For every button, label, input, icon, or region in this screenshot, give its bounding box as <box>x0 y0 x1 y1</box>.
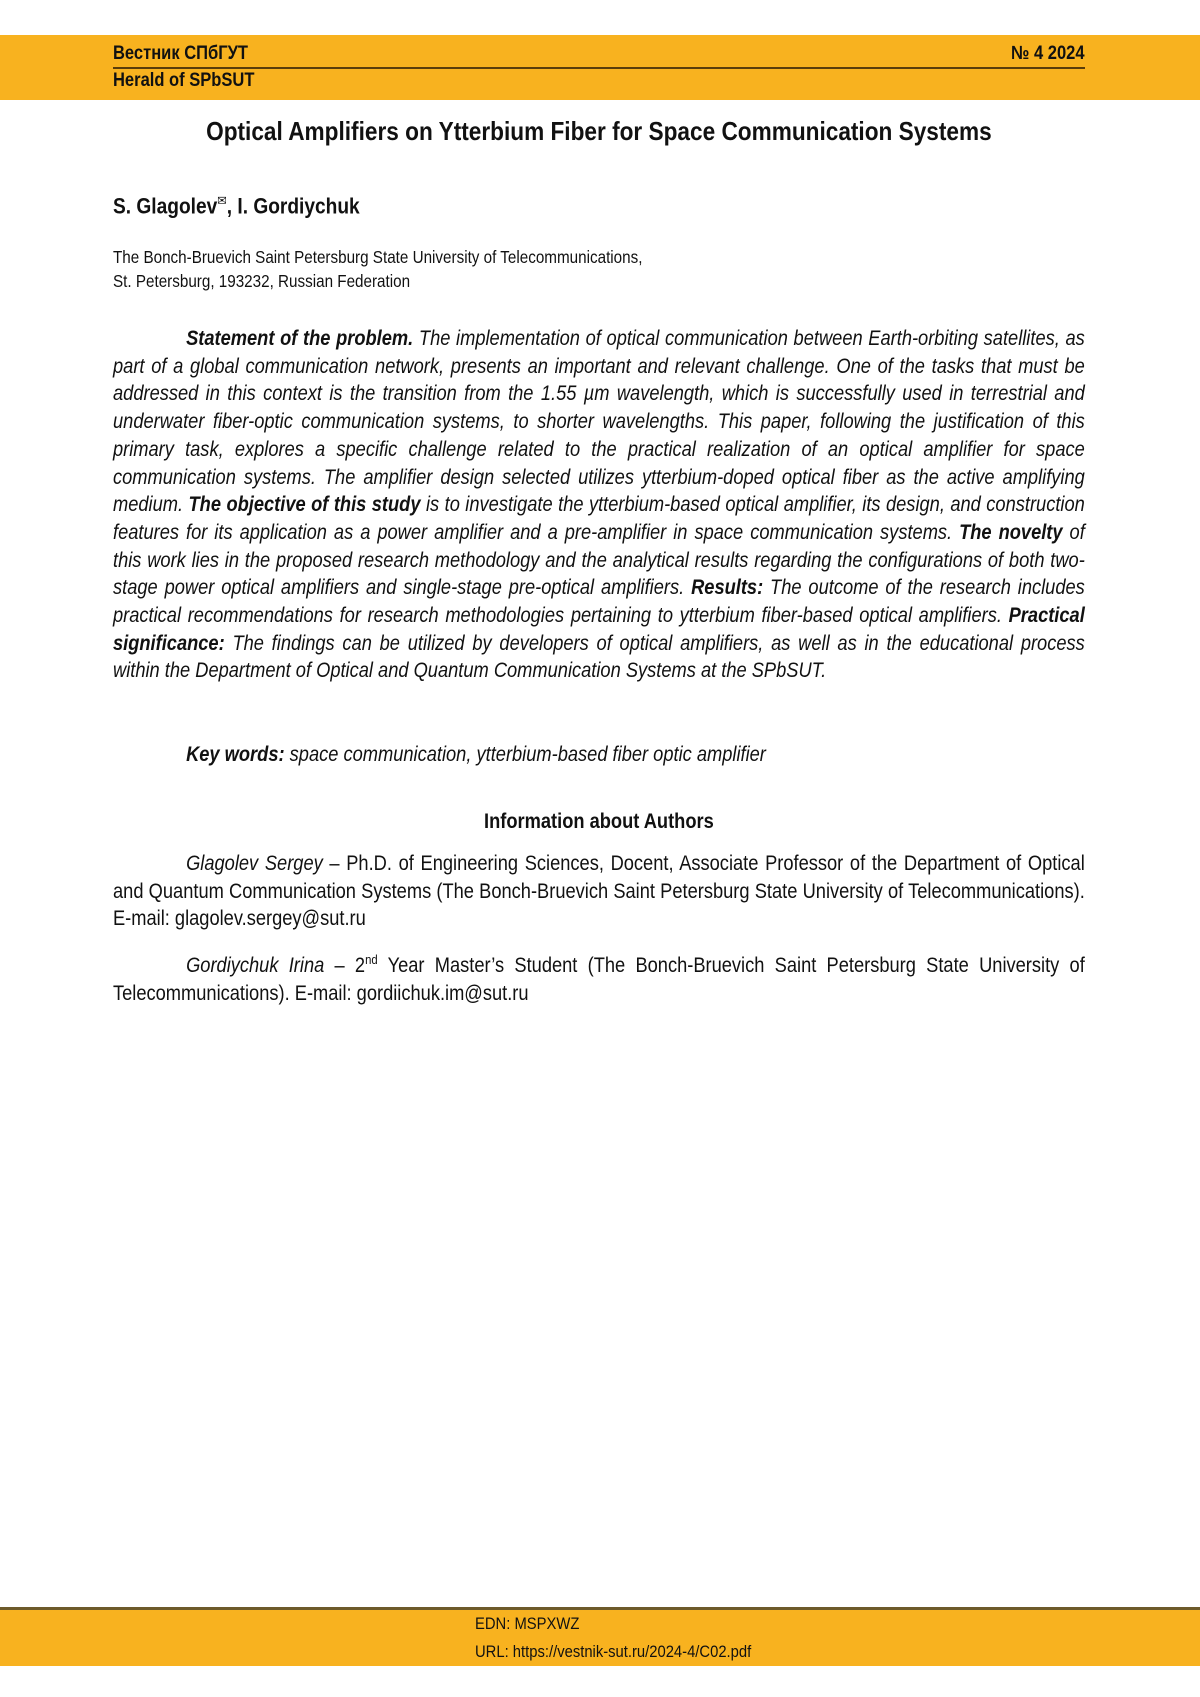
abstract <box>113 325 1085 685</box>
header-divider <box>113 67 1085 69</box>
author-info-1-name: Glagolev Sergey <box>186 852 323 875</box>
abstract-label-significance: Practical significance: <box>113 604 1085 655</box>
author-info-2-text: Year Master’s Student (The Bonch-Bruevich Saint Petersburg State University of Telecommunications). E-mail: gordiichuk.im@sut.ru <box>113 954 1085 1005</box>
abstract-label-results: Results: <box>691 576 763 599</box>
author-info-2-pre: – 2 <box>324 954 365 977</box>
author-info-1-text: – Ph.D. of Engineering Sciences, Docent, Associate Professor of the Department of Optical and Quantum Communication Systems (The Bonch-Bruevich Saint Petersburg State University of Telecommunications). E-mail: glagolev.sergey@sut.ru <box>113 852 1085 930</box>
affiliation-line-2: St. Petersburg, 193232, Russian Federation <box>113 271 410 292</box>
abstract-label-objective: The objective of this study <box>189 493 421 516</box>
abstract-problem-text: The implementation of optical communication between Earth-orbiting satellites, as part of a global communication network, presents an important and relevant challenge. One of the tasks that must be addressed in this context is the transition from the 1.55 µm wavelength, which is successfully used in terrestrial and underwater fiber-optic communication systems, to shorter wavelengths. This paper, following the justification of this primary task, explores a specific challenge related to the practical realization of an optical amplifier for space communication systems. The amplifier design selected utilizes ytterbium-doped optical fiber as the active amplifying medium. <box>113 327 1085 516</box>
abstract-significance-text: The findings can be utilized by developers of optical amplifiers, as well as in the educational process within the Department of Optical and Quantum Communication Systems at the SPbSUT. <box>113 632 1085 683</box>
footer-url[interactable]: URL: https://vestnik-sut.ru/2024-4/C02.pdf <box>475 1642 751 1662</box>
issue-number: № 4 2024 <box>1011 43 1085 65</box>
article-title: Optical Amplifiers on Ytterbium Fiber for Space Communication Systems <box>113 116 1085 147</box>
author-info-1 <box>113 850 1085 933</box>
abstract-results-text: The outcome of the research includes practical recommendations for research methodologies pertaining to ytterbium fiber-based optical amplifiers. <box>113 576 1085 627</box>
abstract-novelty-text: of this work lies in the proposed research methodology and the analytical results regarding the configurations of both two-stage power optical amplifiers and single-stage pre-optical amplifiers. <box>113 521 1085 599</box>
keywords-text: space communication, ytterbium-based fiber optic amplifier <box>285 743 766 766</box>
journal-name-ru: Вестник СПбГУТ <box>113 43 248 65</box>
mail-icon: ✉ <box>217 193 226 208</box>
abstract-objective-text: is to investigate the ytterbium-based optical amplifier, its design, and construction features for its application as a power amplifier and a pre-amplifier in space communication systems. <box>113 493 1085 544</box>
keywords <box>113 741 1085 769</box>
author-2: I. Gordiychuk <box>237 193 359 218</box>
author-info-2-sup: nd <box>365 952 378 967</box>
author-1: S. Glagolev <box>113 193 217 218</box>
abstract-label-novelty: The novelty <box>959 521 1062 544</box>
footer-edn: EDN: MSPXWZ <box>475 1614 579 1634</box>
journal-name-en: Herald of SPbSUT <box>113 70 254 92</box>
affiliation-line-1: The Bonch-Bruevich Saint Petersburg State University of Telecommunications, <box>113 247 642 268</box>
authors-line <box>113 193 360 219</box>
abstract-label-problem: Statement of the problem. <box>186 327 413 350</box>
author-info-2 <box>113 946 1085 1007</box>
author-separator: , <box>227 193 238 218</box>
keywords-label: Key words: <box>186 743 284 766</box>
authors-info-heading: Information about Authors <box>113 810 1085 834</box>
author-info-2-name: Gordiychuk Irina <box>186 954 324 977</box>
